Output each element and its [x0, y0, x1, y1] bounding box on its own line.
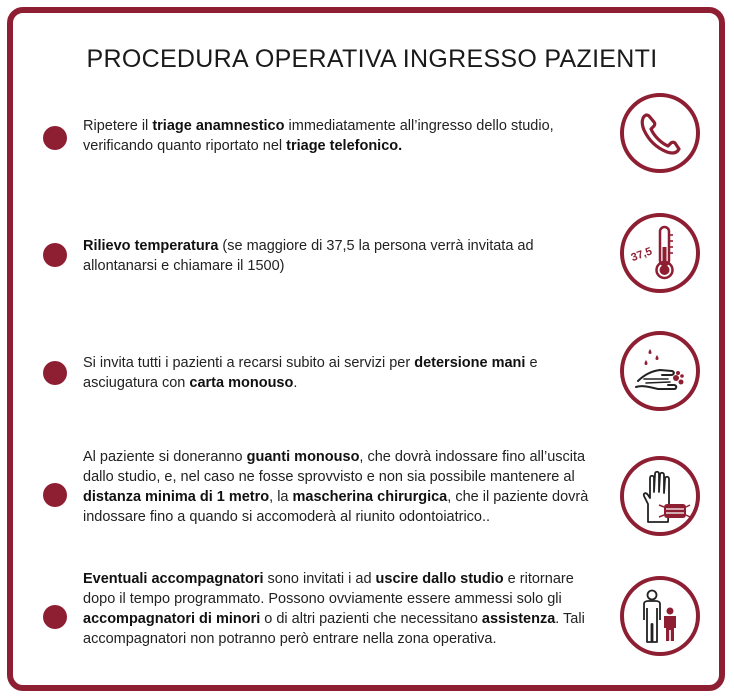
text-segment: sono invitati i ad	[263, 571, 376, 587]
bold-text-segment: accompagnatori di minori	[83, 611, 261, 627]
bold-text-segment: triage telefonico.	[286, 138, 403, 154]
bold-text-segment: Rilievo temperatura	[83, 238, 219, 254]
companion-icon	[620, 576, 700, 656]
bold-text-segment: detersione mani	[414, 355, 526, 371]
glove-mask-icon	[620, 456, 700, 536]
thermometer-icon	[620, 213, 700, 293]
bold-text-segment: mascherina chirurgica	[292, 489, 448, 505]
bold-text-segment: uscire dallo studio	[375, 571, 504, 587]
item-text	[83, 116, 603, 156]
text-segment: e ritornare dopo il tempo programmato. Possono ovviamente essere ammessi solo gli	[83, 571, 574, 607]
bullet	[43, 243, 67, 267]
text-segment: Si invita tutti i pazienti a recarsi subito ai servizi per	[83, 355, 415, 371]
text-segment: .	[293, 375, 298, 391]
text-segment: e asciugatura con	[83, 355, 538, 391]
item-text	[83, 353, 603, 393]
poster-frame	[7, 7, 725, 691]
text-segment: immediatamente all’ingresso dello studio, verificando quanto riportato nel	[83, 118, 554, 154]
thermometer-value: 37,5	[629, 245, 654, 265]
text-segment: Ripetere il	[83, 118, 153, 134]
text-segment: (se maggiore di 37,5 la persona verrà invitata ad allontanarsi e chiamare il 1500)	[83, 238, 534, 274]
item-text	[83, 569, 603, 649]
bullet	[43, 605, 67, 629]
bold-text-segment: carta monouso	[189, 375, 294, 391]
item-text	[83, 447, 603, 527]
text-segment: , la	[269, 489, 293, 505]
page-title: PROCEDURA OPERATIVA INGRESSO PAZIENTI	[86, 45, 658, 73]
item-text	[83, 236, 603, 276]
text-segment: Al paziente si doneranno	[83, 449, 247, 465]
bullet	[43, 483, 67, 507]
text-segment: o di altri pazienti che necessitano	[260, 611, 482, 627]
text-segment: . Tali accompagnatori non potranno però entrare nella zona operativa.	[83, 611, 585, 647]
bullet	[43, 361, 67, 385]
text-segment: , che dovrà indossare fino all’uscita dallo studio, e, nel caso ne fosse sprovvisto e non sia possibile mantenere al	[83, 449, 586, 485]
bold-text-segment: distanza minima di 1 metro	[83, 489, 270, 505]
text-segment: , che il paziente dovrà indossare fino a quando si accomoderà al riunito odontoiatrico..	[83, 489, 589, 525]
bullet	[43, 126, 67, 150]
bold-text-segment: assistenza	[481, 611, 556, 627]
bold-text-segment: triage anamnestico	[152, 118, 285, 134]
hand-washing-icon	[620, 331, 700, 411]
bold-text-segment: Eventuali accompagnatori	[83, 571, 264, 587]
bold-text-segment: guanti monouso	[246, 449, 360, 465]
phone-icon	[620, 93, 700, 173]
